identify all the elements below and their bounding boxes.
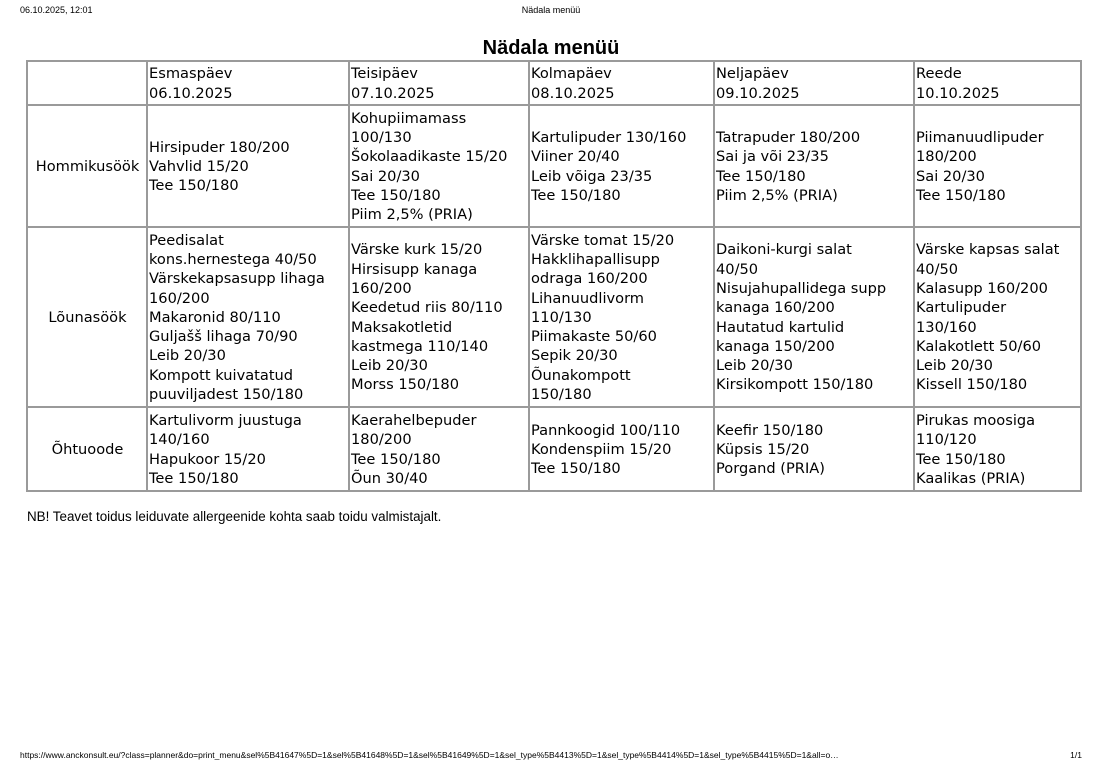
menu-item-line: Tee 150/180 xyxy=(149,469,239,487)
menu-item-line: Kartulipuder 130/160 xyxy=(531,128,687,146)
menu-cell xyxy=(147,105,349,227)
menu-item-line: Tee 150/180 xyxy=(716,167,806,185)
meal-name: Hommikusöök xyxy=(27,105,147,227)
day-date: 09.10.2025 xyxy=(716,84,800,102)
day-date: 07.10.2025 xyxy=(351,84,435,102)
menu-item-line: Sepik 20/30 xyxy=(531,347,618,365)
menu-cell xyxy=(529,227,714,407)
menu-item-line: Pannkoogid 100/110 xyxy=(531,421,681,439)
breakfast-row xyxy=(27,105,1081,227)
menu-item-line: Värskekapsasupp lihaga xyxy=(149,270,325,288)
menu-item-line: Guljašš lihaga 70/90 xyxy=(149,328,298,346)
footer-url: https://www.anckonsult.eu/?class=planner&do=print_menu&sel%5B41647%5D=1&sel%5B41648%5D=1&sel%5B41649%5D=1&sel_type%5B4413%5D=1&sel_type%5B4414%5D=1&sel_type%5B4415%5D=1&all=o… xyxy=(20,750,839,760)
menu-item-line: Leib võiga 23/35 xyxy=(531,167,653,185)
menu-item-line: Tee 150/180 xyxy=(531,460,621,478)
menu-item-line: 180/200 xyxy=(916,148,977,166)
menu-cell xyxy=(529,105,714,227)
day-header xyxy=(529,61,714,105)
menu-item-line: Kaalikas (PRIA) xyxy=(916,469,1026,487)
menu-item-line: 160/200 xyxy=(351,279,412,297)
menu-item-line: kanaga 160/200 xyxy=(716,299,835,317)
day-date: 08.10.2025 xyxy=(531,84,615,102)
menu-item-line: Õun 30/40 xyxy=(351,469,428,487)
day-date: 06.10.2025 xyxy=(149,84,233,102)
menu-item-line: Keedetud riis 80/110 xyxy=(351,299,503,317)
menu-item-line: puuviljadest 150/180 xyxy=(149,386,304,404)
menu-item-line: 110/120 xyxy=(916,431,977,449)
day-header xyxy=(714,61,914,105)
menu-item-line: Hirsisupp kanaga xyxy=(351,260,478,278)
page-title: Nädala menüü xyxy=(482,37,620,59)
print-datetime: 06.10.2025, 12:01 xyxy=(20,5,93,15)
footer-page-number: 1/1 xyxy=(1070,750,1082,760)
menu-cell xyxy=(714,407,914,491)
menu-item-line: Piimanuudlipuder xyxy=(916,128,1044,146)
meal-name: Lõunasöök xyxy=(27,227,147,407)
menu-item-line: Hautatud kartulid xyxy=(716,318,845,336)
menu-item-line: Piim 2,5% (PRIA) xyxy=(351,206,473,224)
day-name: Reede xyxy=(916,65,962,83)
menu-item-line: 180/200 xyxy=(351,431,412,449)
menu-item-line: Nisujahupallidega supp xyxy=(716,279,887,297)
allergen-note: NB! Teavet toidus leiduvate allergeenide kohta saab toidu valmistajalt. xyxy=(27,509,442,524)
menu-cell xyxy=(147,407,349,491)
menu-item-line: 130/160 xyxy=(916,318,977,336)
menu-item-line: Kalasupp 160/200 xyxy=(916,279,1048,297)
menu-item-line: Tatrapuder 180/200 xyxy=(716,128,861,146)
menu-item-line: Viiner 20/40 xyxy=(531,148,620,166)
menu-item-line: Hirsipuder 180/200 xyxy=(149,138,290,156)
menu-item-line: Hapukoor 15/20 xyxy=(149,450,266,468)
menu-item-line: Daikoni-kurgi salat xyxy=(716,241,852,259)
weekly-menu-table xyxy=(26,60,1082,492)
print-page-title: Nädala menüü xyxy=(521,5,581,15)
day-name: Teisipäev xyxy=(351,65,418,83)
menu-item-line: Kissell 150/180 xyxy=(916,376,1028,394)
menu-item-line: Vahvlid 15/20 xyxy=(149,157,249,175)
menu-item-line: Leib 20/30 xyxy=(149,347,226,365)
menu-item-line: Leib 20/30 xyxy=(716,357,793,375)
menu-item-line: Värske kapsas salat xyxy=(916,241,1060,259)
menu-item-line: Tee 150/180 xyxy=(149,177,239,195)
menu-item-line: Kaerahelbepuder xyxy=(351,411,477,429)
menu-item-line: 150/180 xyxy=(531,386,592,404)
menu-item-line: Tee 150/180 xyxy=(531,186,621,204)
menu-cell xyxy=(914,407,1081,491)
menu-item-line: Kohupiimamass xyxy=(351,109,467,127)
menu-item-line: 110/130 xyxy=(531,308,592,326)
menu-item-line: Sai ja või 23/35 xyxy=(716,148,829,166)
menu-cell xyxy=(914,105,1081,227)
lunch-row xyxy=(27,227,1081,407)
menu-cell xyxy=(147,227,349,407)
menu-item-line: Kartulivorm juustuga xyxy=(149,411,302,429)
day-header xyxy=(147,61,349,105)
day-name: Kolmapäev xyxy=(531,65,612,83)
menu-item-line: Lihanuudlivorm xyxy=(531,289,645,307)
menu-cell xyxy=(349,407,529,491)
menu-cell xyxy=(529,407,714,491)
menu-item-line: kons.hernestega 40/50 xyxy=(149,250,317,268)
menu-item-line: Tee 150/180 xyxy=(916,186,1006,204)
menu-item-line: odraga 160/200 xyxy=(531,270,648,288)
menu-cell xyxy=(714,105,914,227)
menu-item-line: Morss 150/180 xyxy=(351,376,459,394)
menu-item-line: kastmega 110/140 xyxy=(351,337,489,355)
day-header-row xyxy=(27,61,1081,105)
menu-item-line: Sai 20/30 xyxy=(351,167,420,185)
menu-item-line: Tee 150/180 xyxy=(916,450,1006,468)
menu-cell xyxy=(914,227,1081,407)
menu-item-line: Kirsikompott 150/180 xyxy=(716,376,874,394)
menu-item-line: 100/130 xyxy=(351,128,412,146)
menu-item-line: Porgand (PRIA) xyxy=(716,460,825,478)
day-header xyxy=(914,61,1081,105)
corner-cell xyxy=(27,61,147,105)
menu-item-line: Pirukas moosiga xyxy=(916,411,1036,429)
menu-item-line: Kalakotlett 50/60 xyxy=(916,337,1042,355)
menu-item-line: Šokolaadikaste 15/20 xyxy=(351,148,508,166)
day-header xyxy=(349,61,529,105)
menu-item-line: Küpsis 15/20 xyxy=(716,440,810,458)
menu-item-line: Leib 20/30 xyxy=(351,357,428,375)
menu-item-line: Tee 150/180 xyxy=(351,450,441,468)
menu-cell xyxy=(349,105,529,227)
menu-cell xyxy=(714,227,914,407)
day-name: Neljapäev xyxy=(716,65,789,83)
menu-item-line: Õunakompott xyxy=(531,366,631,384)
menu-item-line: Värske tomat 15/20 xyxy=(531,231,675,249)
menu-item-line: Peedisalat xyxy=(149,231,224,249)
menu-item-line: Piim 2,5% (PRIA) xyxy=(716,186,838,204)
day-date: 10.10.2025 xyxy=(916,84,1000,102)
menu-cell xyxy=(349,227,529,407)
menu-item-line: 140/160 xyxy=(149,431,210,449)
menu-item-line: Piimakaste 50/60 xyxy=(531,328,657,346)
evening-snack-row xyxy=(27,407,1081,491)
menu-item-line: Hakklihapallisupp xyxy=(531,250,660,268)
menu-item-line: Sai 20/30 xyxy=(916,167,985,185)
menu-item-line: Leib 20/30 xyxy=(916,357,993,375)
menu-item-line: Kartulipuder xyxy=(916,299,1007,317)
menu-item-line: Värske kurk 15/20 xyxy=(351,241,483,259)
menu-item-line: 40/50 xyxy=(716,260,759,278)
menu-item-line: Maksakotletid xyxy=(351,318,453,336)
menu-item-line: 160/200 xyxy=(149,289,210,307)
menu-item-line: Tee 150/180 xyxy=(351,186,441,204)
meal-name: Õhtuoode xyxy=(27,407,147,491)
menu-item-line: Kompott kuivatatud xyxy=(149,366,294,384)
menu-item-line: kanaga 150/200 xyxy=(716,337,835,355)
menu-item-line: 40/50 xyxy=(916,260,959,278)
menu-item-line: Keefir 150/180 xyxy=(716,421,824,439)
day-name: Esmaspäev xyxy=(149,65,233,83)
menu-item-line: Makaronid 80/110 xyxy=(149,308,281,326)
menu-item-line: Kondenspiim 15/20 xyxy=(531,440,672,458)
